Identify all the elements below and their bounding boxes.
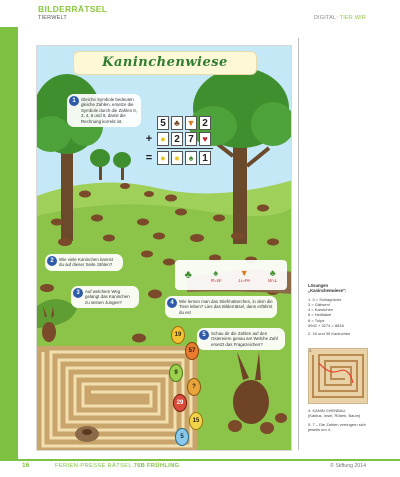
puzzle-cell-bunny: ♣ [171,116,183,130]
puzzle-cell: 2 [171,132,183,146]
puzzle-operator: = [145,152,153,164]
question-4 [165,296,277,318]
solution-line: 5. 7 – Die Zahlen verringern sich [308,421,366,427]
section-subtitle: TIERWELT [38,15,67,21]
small-tree [113,152,131,168]
small-tree [90,149,110,167]
rabbit [257,205,269,212]
baby-rabbit [228,420,242,432]
rebus-puzzle [175,260,287,290]
rabbit [141,251,153,258]
rabbit [231,233,243,240]
puzzle-cell-tulip: ♥ [199,132,211,146]
rabbit [51,219,63,226]
baby-rabbit [260,422,274,434]
easter-egg: 19 [171,326,185,344]
page-number: 16 [22,462,30,469]
rabbit [165,195,177,202]
maze-solution-thumbnail [308,348,368,404]
puzzle-cell: 5 [157,116,169,130]
puzzle-cell: 7 [185,132,197,146]
question-text: Auf welchem Weg gelangt das Kaninchen zu seinen Jungen? [85,289,130,305]
easter-egg: 15 [189,412,203,430]
poster-title: Kaninchenwiese [102,55,228,70]
solution-line: 4. KANIN CHENBAU [308,408,346,413]
puzzle-cell-egg: ● [157,132,169,146]
question-number: 5 [199,330,209,340]
question-number: 1 [69,96,79,106]
rabbit [91,215,103,222]
rebus-item: ♠ R=W [205,268,227,283]
question-number: 3 [73,288,83,298]
rebus-caption: Li=Fe [238,277,250,283]
solution-3-label: 3. [309,349,313,353]
question-text: Wie lernen man das Stiefmütterchen, in dem die Tiere leben? Lies das Bilderrätsel, dann erfährst du es! [179,299,273,315]
solutions-panel-lower [308,408,376,432]
rebus-item-cactus: ♣ [184,269,192,281]
rabbit [42,322,56,342]
rabbit [163,259,175,266]
rabbit [103,235,115,242]
rabbit [120,183,130,189]
question-3 [71,286,139,308]
rabbit [175,209,187,216]
solution-line: 8 = Tulpe [308,317,325,323]
footer-title-rest: 76B FRÜHLING [133,463,180,469]
solution-line: 1. 0 = Schlagrüche [308,296,342,302]
question-5 [197,328,285,350]
rabbit [79,191,91,198]
rabbit [58,238,72,246]
rabbit [148,290,162,299]
maze-solution-drawing [309,349,367,403]
right-tree-trunk [233,134,247,244]
easter-egg: 29 [173,394,187,412]
easter-egg: 57 [185,342,199,360]
mother-rabbit [233,380,269,424]
puzzle-cell-egg: ● [157,151,169,165]
rabbit [132,334,146,343]
easter-egg: 9 [169,364,183,382]
question-text: Wie viele Kaninchen kannst du auf dieser Seite zählen? [59,257,113,268]
puzzle-row-3 [143,151,215,165]
puzzle-row-2 [143,132,215,146]
solution-line: 5942 + 3274 = 8816 [308,323,344,329]
puzzle-row-1 [157,116,215,130]
rebus-caption: R=W [210,277,221,283]
column-divider [298,38,299,450]
footer-title [55,463,179,469]
puzzle-cell-leaf: ♠ [185,151,197,165]
section-title: BILDERRÄTSEL [38,4,108,14]
easter-egg: ? [187,378,201,396]
rabbit-meadow-poster [36,45,292,451]
question-text: Gleiche Symbole bedeuten gleiche Zahlen, ersetze die Symbole durch die Zahlen 0, 3, 4, 6 und 8, damit die Rechnung korrekt ist. [81,97,137,124]
rabbit [153,233,165,240]
puzzle-operator: + [145,133,153,145]
baby-rabbit [275,413,287,423]
digital-note [314,15,366,21]
question-1 [67,94,141,127]
rabbit [213,215,225,222]
question-2 [45,254,123,271]
rebus-caption: W=L [268,277,278,283]
footer-title-prefix: FERIEN-PRESSE RÄTSEL [55,463,132,469]
rabbit [137,219,149,226]
puzzle-cell-egg: ● [171,151,183,165]
solution-line: 6 = Heidlakel [308,312,332,318]
easter-egg: 5 [175,428,189,446]
solutions-subheading: „Kaninchenwiese": [308,288,347,294]
rabbit [190,234,204,242]
copyright: © Stiftung 2014 [330,463,366,469]
rabbit [40,284,54,292]
left-tree-trunk [61,146,73,241]
solution-line: 3 = Gäbsenl [308,301,330,307]
solution-line: jeweils um 4. [308,426,332,432]
puzzle-sum-line [157,148,213,149]
puzzle-cell: 2 [199,116,211,130]
puzzle-cell-carrot: ▼ [186,118,196,128]
green-side-strip [0,27,18,459]
puzzle-cell: 1 [199,151,211,165]
digital-prefix: DIGITAL: [313,15,338,21]
rebus-item: ♣ W=L [262,268,284,283]
digital-highlight: TIER WIR [339,15,366,21]
solution-line: 4 = Karotchen [308,307,334,313]
rebus-item: ▼ Li=Fe [233,268,255,283]
solutions-heading: Lösungen [308,283,329,288]
rabbit [267,239,279,246]
question-number: 4 [167,298,177,308]
solution-line: (Kaktus, Insel, Rüben, Baum) [308,413,361,419]
question-number: 2 [47,256,57,266]
question-text: Schau dir die Zahlen auf den Ostereiern genau an! Welche Zahl ersetzt das Fragezeichen? [211,331,278,347]
solutions-panel [308,283,376,337]
rabbit [144,191,154,197]
solution-line: 2. 16 und 39 Kaninchen [308,331,351,337]
number-puzzle [143,116,215,176]
